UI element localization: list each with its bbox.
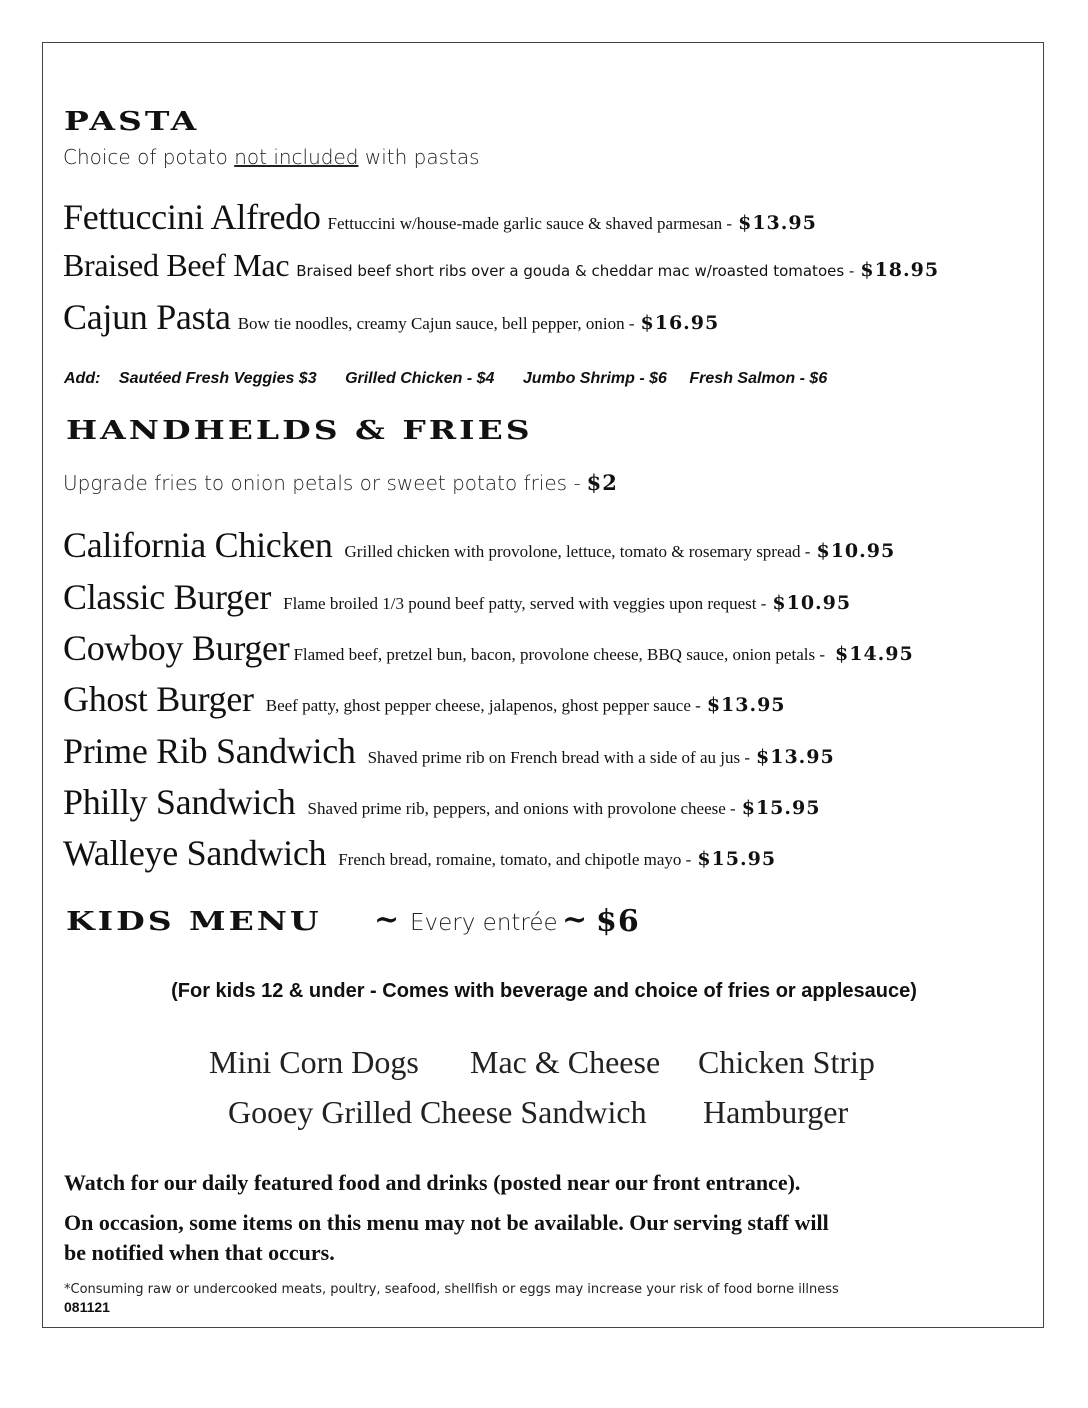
- kids-item-grilled-cheese: Gooey Grilled Cheese Sandwich: [228, 1094, 647, 1130]
- upgrade-text: Upgrade fries to onion petals or sweet potato fries -: [63, 471, 581, 495]
- daily-feature-note: Watch for our daily featured food and drinks (posted near our front entrance).: [64, 1170, 801, 1195]
- item-price: $14.95: [835, 643, 914, 665]
- item-name: Prime Rib Sandwich: [63, 731, 356, 771]
- item-price: $16.95: [640, 312, 720, 334]
- kids-tilde-right: ~: [562, 902, 588, 937]
- item-desc: Grilled chicken with provolone, lettuce, tomato & rosemary spread -: [344, 542, 811, 561]
- kids-item-corn-dogs: Mini Corn Dogs: [209, 1044, 419, 1080]
- item-name: Braised Beef Mac: [63, 247, 290, 283]
- menu-item-fettuccini: [63, 196, 817, 238]
- pasta-subtitle-suffix: with pastas: [358, 145, 480, 169]
- item-price: $13.95: [756, 746, 835, 768]
- kids-note: (For kids 12 & under - Comes with beverage and choice of fries or applesauce): [171, 980, 917, 1002]
- item-price: $10.95: [772, 592, 852, 614]
- kids-every-entree: Every entrée: [410, 910, 558, 936]
- kids-item-chicken-strip: Chicken Strip: [698, 1044, 875, 1080]
- item-name: Cajun Pasta: [63, 297, 231, 337]
- menu-item-cajun-pasta: [63, 296, 719, 338]
- addon-veggies: Sautéed Fresh Veggies $3: [118, 370, 317, 387]
- menu-item-classic-burger: [63, 576, 851, 618]
- menu-item-braised-beef-mac: [63, 247, 939, 284]
- addon-shrimp: Jumbo Shrimp - $6: [522, 370, 667, 387]
- food-safety-disclaimer: *Consuming raw or undercooked meats, poultry, seafood, shellfish or eggs may increase your risk of food borne illness: [64, 1282, 839, 1297]
- menu-item-cowboy-burger: [63, 627, 914, 669]
- handhelds-heading: HANDHELDS & FRIES: [66, 415, 533, 446]
- item-price: $10.95: [816, 540, 896, 562]
- pasta-subtitle-prefix: Choice of potato: [63, 145, 235, 169]
- item-name: Classic Burger: [63, 577, 272, 617]
- menu-item-philly-sandwich: [63, 781, 820, 823]
- item-desc: Fettuccini w/house-made garlic sauce & shaved parmesan -: [327, 214, 733, 233]
- item-name: Walleye Sandwich: [63, 833, 327, 873]
- item-price: $15.95: [697, 848, 777, 870]
- kids-item-mac-cheese: Mac & Cheese: [470, 1044, 661, 1080]
- item-desc: Beef patty, ghost pepper cheese, jalapenos, ghost pepper sauce -: [265, 696, 701, 715]
- item-price: $15.95: [741, 797, 821, 819]
- upgrade-line: [63, 470, 618, 495]
- availability-note-line1: On occasion, some items on this menu may not be available. Our serving staff will: [64, 1210, 829, 1235]
- pasta-subtitle: [63, 145, 480, 169]
- item-desc: Shaved prime rib, peppers, and onions with provolone cheese -: [307, 799, 736, 818]
- menu-version-code: 081121: [64, 1299, 110, 1315]
- menu-item-california-chicken: [63, 524, 895, 566]
- item-price: $18.95: [860, 259, 940, 281]
- item-price: $13.95: [738, 212, 817, 234]
- item-price: $13.95: [706, 694, 786, 716]
- pasta-addons: [64, 370, 851, 388]
- item-name: Philly Sandwich: [63, 782, 296, 822]
- kids-heading: KIDS MENU: [66, 906, 322, 937]
- item-desc: Bow tie noodles, creamy Cajun sauce, bell pepper, onion -: [237, 314, 635, 333]
- addon-label: Add:: [64, 370, 101, 387]
- availability-note-line2: be notified when that occurs.: [64, 1240, 335, 1265]
- addon-salmon: Fresh Salmon - $6: [689, 370, 828, 387]
- pasta-heading: PASTA: [64, 106, 200, 137]
- item-desc: Flamed beef, pretzel bun, bacon, provolone cheese, BBQ sauce, onion petals -: [293, 645, 825, 664]
- menu-item-walleye-sandwich: [63, 832, 776, 874]
- item-name: Cowboy Burger: [63, 628, 290, 668]
- item-desc: French bread, romaine, tomato, and chipotle mayo -: [338, 850, 692, 869]
- pasta-subtitle-underline: not included: [234, 145, 359, 169]
- kids-price: $6: [596, 904, 640, 939]
- item-name: Ghost Burger: [63, 679, 254, 719]
- item-name: California Chicken: [63, 525, 333, 565]
- upgrade-price: $2: [586, 470, 618, 495]
- item-desc: Shaved prime rib on French bread with a side of au jus -: [367, 748, 750, 767]
- menu-item-prime-rib-sandwich: [63, 730, 835, 772]
- item-name: Fettuccini Alfredo: [63, 197, 321, 237]
- kids-item-hamburger: Hamburger: [703, 1094, 849, 1130]
- addon-chicken: Grilled Chicken - $4: [345, 370, 495, 387]
- item-desc: Flame broiled 1/3 pound beef patty, served with veggies upon request -: [283, 594, 767, 613]
- kids-tilde-left: ~: [374, 902, 400, 937]
- item-desc: Braised beef short ribs over a gouda & cheddar mac w/roasted tomatoes -: [296, 262, 855, 280]
- menu-item-ghost-burger: [63, 678, 786, 720]
